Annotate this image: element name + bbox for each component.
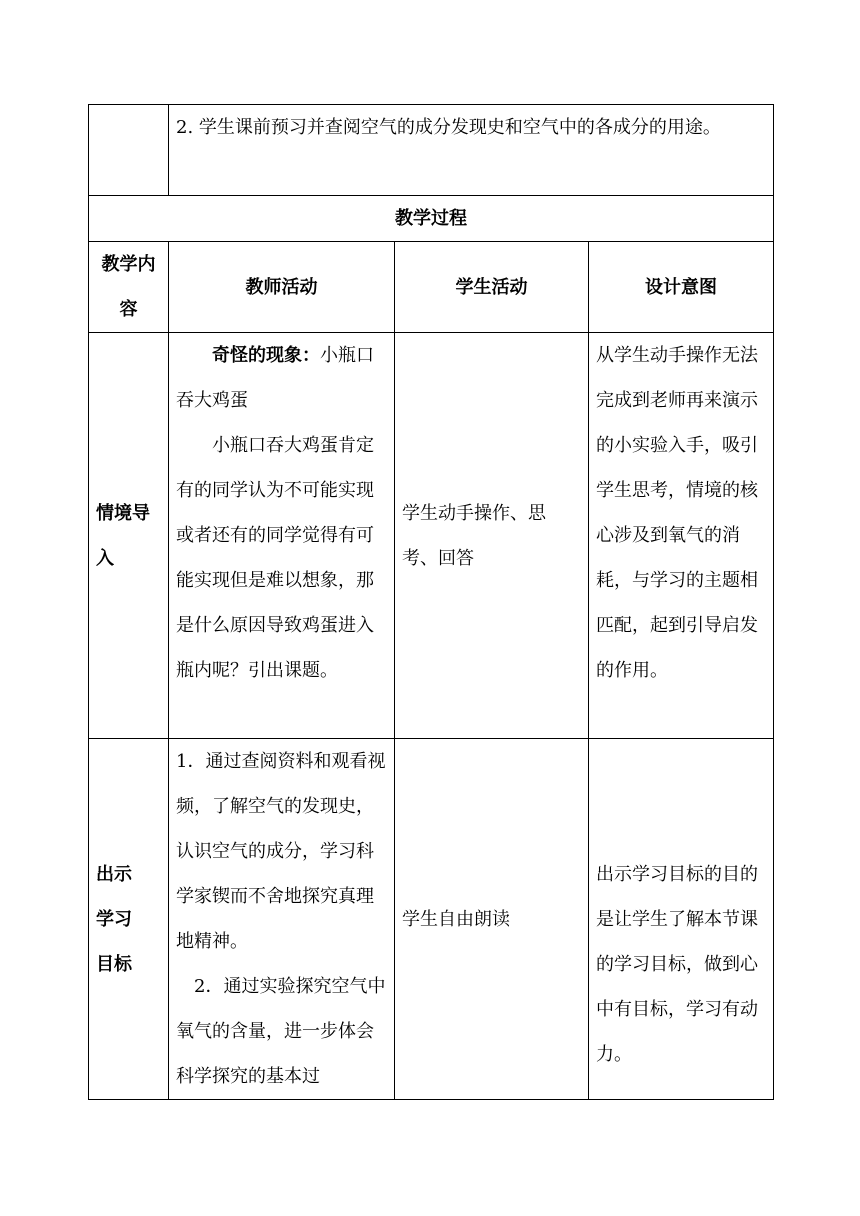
goal-design-text: 出示学习目标的目的是让学生了解本节课的学习目标，做到心中有目标，学习有动力。 [596, 863, 758, 1065]
intro-design-cell [589, 333, 774, 739]
intro-teacher-bold: 奇怪的现象： [212, 345, 320, 366]
goal-teacher-item2: 2．通过实验探究空气中氧气的含量，进一步体会科学探究的基本过 [176, 976, 386, 1087]
header-student: 学生活动 [395, 242, 589, 333]
goal-label-cell [89, 739, 169, 1100]
prep-row [89, 105, 774, 196]
intro-teacher-title [176, 333, 387, 423]
header-content-line2: 容 [119, 299, 138, 320]
goal-teacher-cell [169, 739, 395, 1100]
intro-student-cell [395, 333, 589, 739]
intro-design-text: 从学生动手操作无法完成到老师再来演示的小实验入手，吸引学生思考，情境的核心涉及到氧气的消耗，与学习的主题相匹配，起到引导启发的作用。 [596, 345, 758, 681]
intro-label-line2: 入 [96, 547, 114, 569]
prep-label-cell [89, 105, 169, 196]
section-title-row [89, 196, 774, 242]
header-content-line1: 教学内 [101, 254, 156, 275]
header-content-cell [89, 242, 169, 333]
goal-student-cell [395, 739, 589, 1100]
column-header-row [89, 242, 774, 333]
goal-label-line2: 学习 [96, 908, 132, 930]
header-teacher: 教师活动 [169, 242, 395, 333]
intro-label-line1: 情境导 [96, 502, 150, 524]
lesson-plan-table [88, 104, 774, 1100]
intro-teacher-cell [169, 333, 395, 739]
intro-student-text: 学生动手操作、思考、回答 [402, 502, 546, 569]
section-title: 教学过程 [89, 196, 774, 242]
goal-row [89, 739, 774, 1100]
prep-text: 2. 学生课前预习并查阅空气的成分发现史和空气中的各成分的用途。 [176, 117, 721, 138]
prep-text-cell [169, 105, 774, 196]
goal-label-line3: 目标 [96, 953, 132, 975]
intro-teacher-title-rest: 小瓶口吞大鸡蛋 [176, 345, 374, 411]
goal-teacher-item1: 1．通过查阅资料和观看视频，了解空气的发现史，认识空气的成分，学习科学家锲而不舍地探究真理地精神。 [176, 751, 386, 952]
intro-teacher-body: 小瓶口吞大鸡蛋肯定有的同学认为不可能实现或者还有的同学觉得有可能实现但是难以想象，那是什么原因导致鸡蛋进入瓶内呢？引出课题。 [176, 435, 374, 681]
header-design: 设计意图 [589, 242, 774, 333]
goal-student-text: 学生自由朗读 [402, 908, 510, 930]
goal-label-line1: 出示 [96, 863, 132, 885]
goal-design-cell [589, 739, 774, 1100]
intro-row [89, 333, 774, 739]
intro-label-cell [89, 333, 169, 739]
